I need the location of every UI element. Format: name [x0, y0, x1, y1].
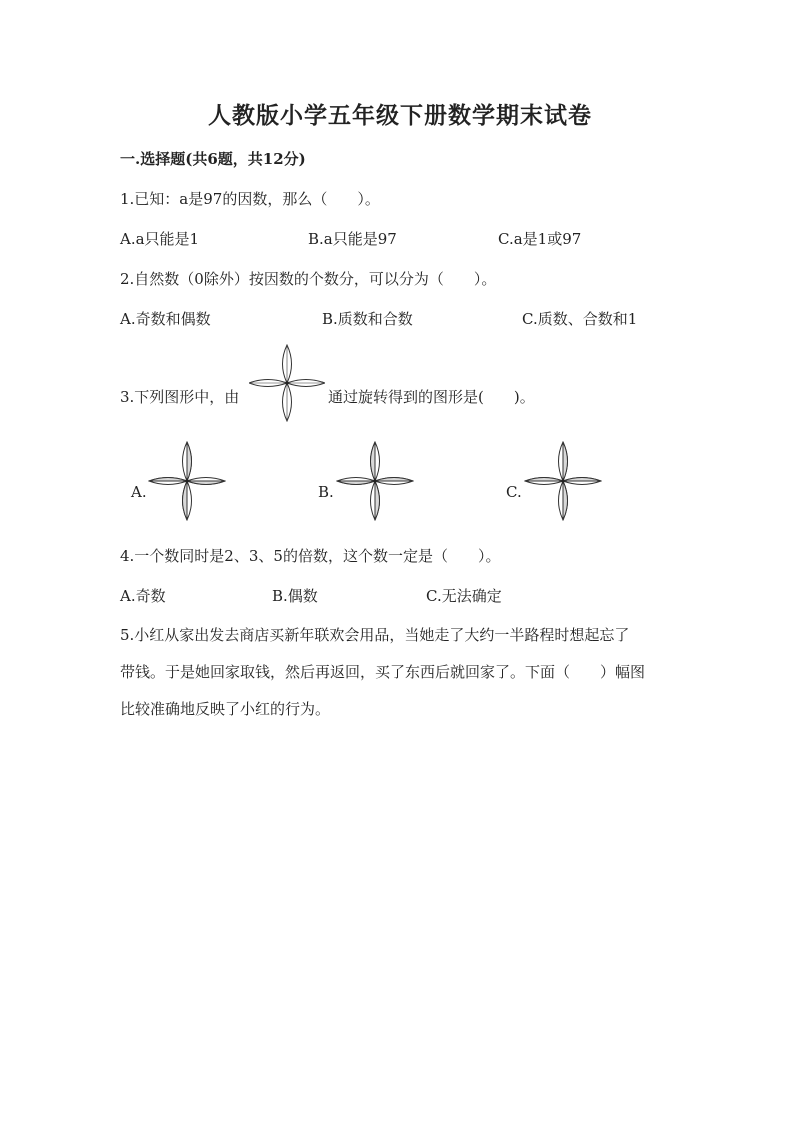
- page-title: 人教版小学五年级下册数学期末试卷: [208, 102, 592, 129]
- question-3-stem-end: 通过旋转得到的图形是( )。: [328, 388, 535, 406]
- option-c-flower-icon[interactable]: [524, 441, 602, 521]
- option-b-flower-icon[interactable]: [336, 441, 414, 521]
- question-1-option-a[interactable]: A.a只能是1: [120, 230, 200, 248]
- question-2-option-a[interactable]: A.奇数和偶数: [120, 310, 211, 328]
- question-3-option-a-label[interactable]: A.: [131, 483, 147, 501]
- question-4-option-b[interactable]: B.偶数: [272, 587, 318, 605]
- question-5-line-2: 带钱。于是她回家取钱，然后再返回，买了东西后就回家了。下面（ ）幅图: [120, 663, 646, 681]
- question-1-option-b[interactable]: B.a只能是97: [308, 230, 397, 248]
- question-2-option-b[interactable]: B.质数和合数: [322, 310, 413, 328]
- question-5-line-1: 5.小红从家出发去商店买新年联欢会用品，当她走了大约一半路程时想起忘了: [120, 626, 630, 644]
- question-3-option-b-label[interactable]: B.: [318, 483, 334, 501]
- section-heading: 一.选择题(共6题，共12分): [120, 150, 306, 168]
- question-1-stem: 1.已知：a是97的因数，那么（ ）。: [120, 190, 380, 208]
- question-2-option-c[interactable]: C.质数、合数和1: [522, 310, 638, 328]
- question-5-line-3: 比较准确地反映了小红的行为。: [120, 700, 331, 718]
- question-4-option-c[interactable]: C.无法确定: [426, 587, 502, 605]
- question-1-option-c[interactable]: C.a是1或97: [498, 230, 582, 248]
- four-petal-flower-icon: [249, 344, 325, 422]
- question-3-option-c-label[interactable]: C.: [506, 483, 522, 501]
- question-2-stem: 2.自然数（0除外）按因数的个数分，可以分为（ ）。: [120, 270, 497, 288]
- question-3-stem-start: 3.下列图形中，由: [120, 388, 240, 406]
- question-4-option-a[interactable]: A.奇数: [120, 587, 166, 605]
- option-a-flower-icon[interactable]: [148, 441, 226, 521]
- question-4-stem: 4.一个数同时是2、3、5的倍数，这个数一定是（ ）。: [120, 547, 501, 565]
